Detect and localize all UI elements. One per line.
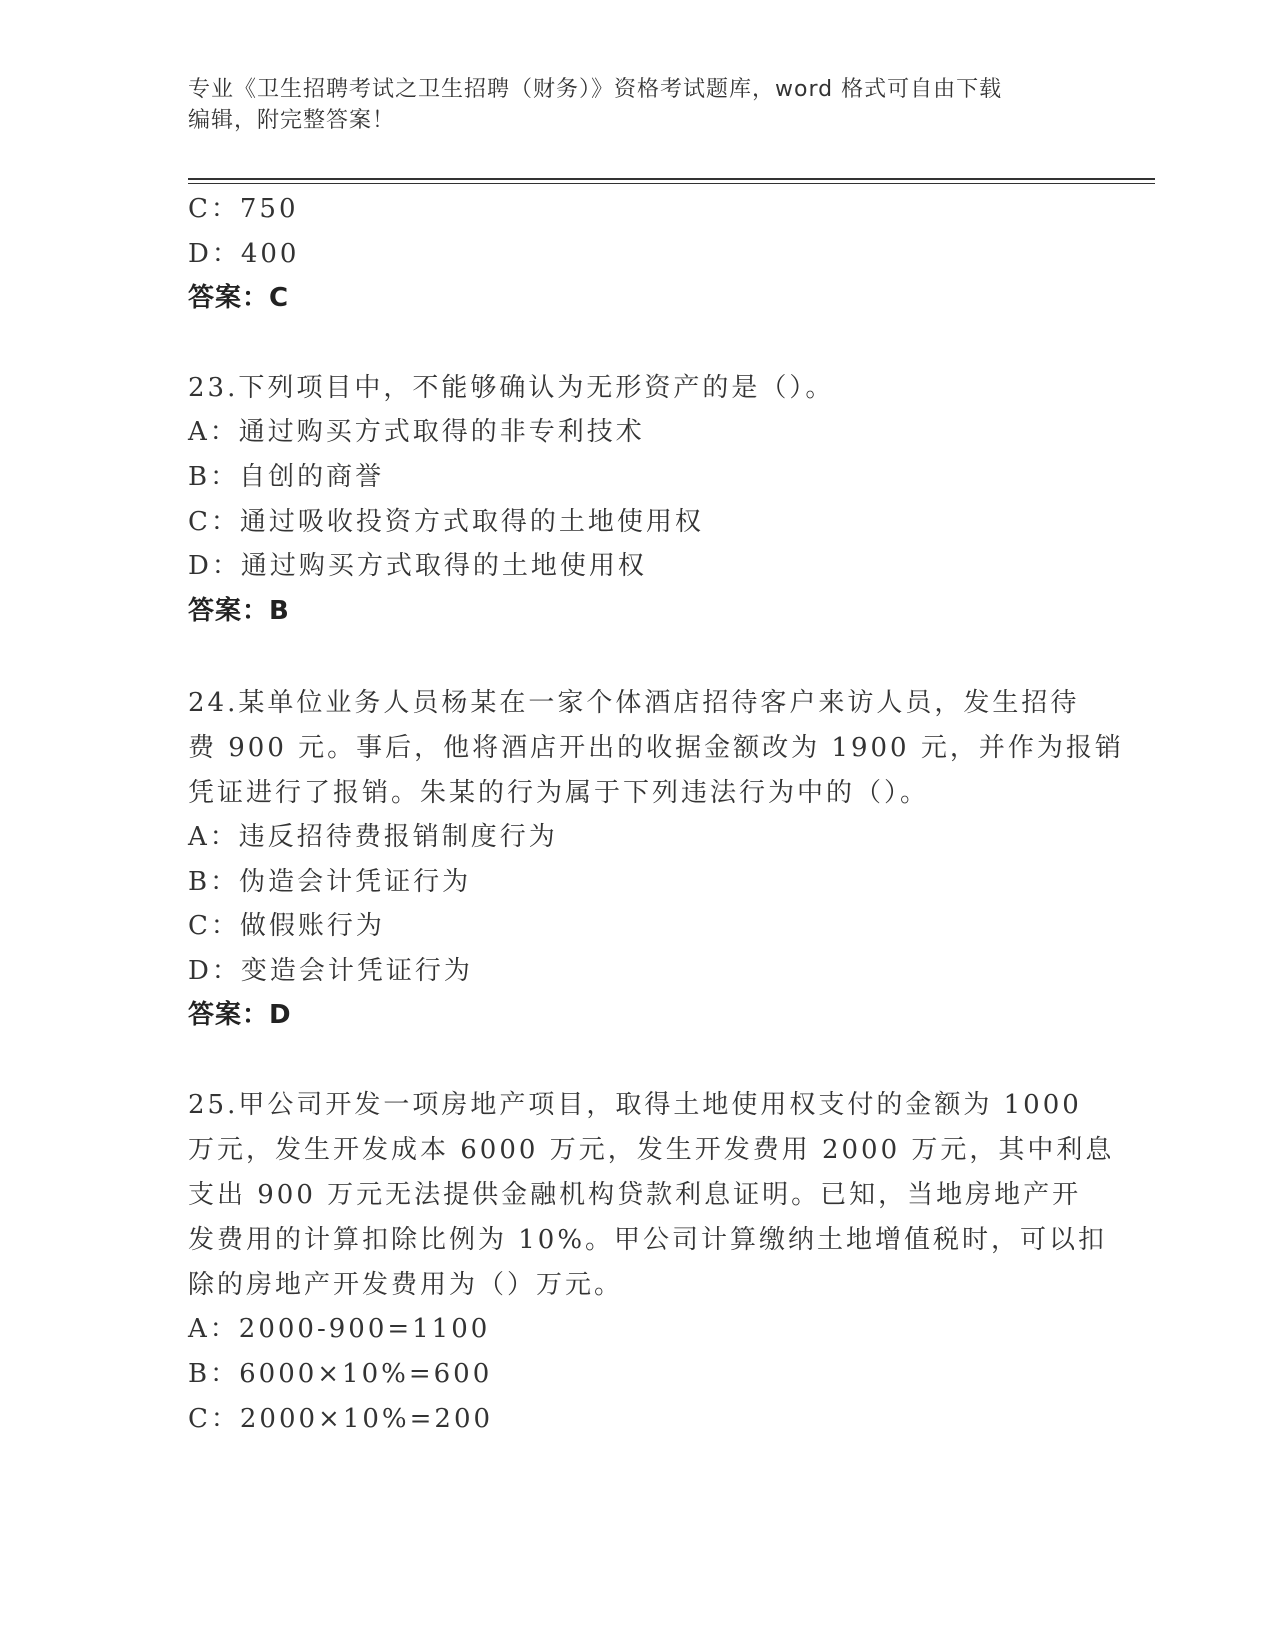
q23-stem: 23.下列项目中，不能够确认为无形资产的是（）。 <box>188 373 835 403</box>
q23-answer: 答案：B <box>188 596 290 626</box>
q24-stem-line-3: 凭证进行了报销。朱某的行为属于下列违法行为中的（）。 <box>188 778 930 808</box>
q24-stem-line-1: 24.某单位业务人员杨某在一家个体酒店招待客户来访人员，发生招待 <box>188 688 1080 718</box>
q22-option-d: D：400 <box>188 239 300 269</box>
header-line-1: 专业《卫生招聘考试之卫生招聘（财务）》资格考试题库，word 格式可自由下载 <box>188 77 1003 102</box>
q24-option-c: C：做假账行为 <box>188 911 385 941</box>
q23-option-b: B：自创的商誉 <box>188 462 385 492</box>
header-line-2: 编辑，附完整答案！ <box>188 108 396 133</box>
q25-stem-line-5: 除的房地产开发费用为（）万元。 <box>188 1270 624 1300</box>
q23-option-a: A：通过购买方式取得的非专利技术 <box>188 417 645 447</box>
q25-stem-line-3: 支出 900 万元无法提供金融机构贷款利息证明。已知，当地房地产开 <box>188 1180 1082 1210</box>
q22-answer: 答案：C <box>188 283 290 313</box>
header-rule-thin <box>188 183 1155 184</box>
q23-option-c: C：通过吸收投资方式取得的土地使用权 <box>188 507 704 537</box>
q24-option-d: D：变造会计凭证行为 <box>188 956 473 986</box>
q22-option-c: C：750 <box>188 194 299 224</box>
q24-option-a: A：违反招待费报销制度行为 <box>188 822 558 852</box>
q25-stem-line-1: 25.甲公司开发一项房地产项目，取得土地使用权支付的金额为 1000 <box>188 1090 1082 1120</box>
q25-option-a: A：2000-900=1100 <box>188 1314 491 1344</box>
q24-stem-line-2: 费 900 元。事后，他将酒店开出的收据金额改为 1900 元，并作为报销 <box>188 733 1124 763</box>
q25-stem-line-4: 发费用的计算扣除比例为 10%。甲公司计算缴纳土地增值税时，可以扣 <box>188 1225 1108 1255</box>
q25-stem-line-2: 万元，发生开发成本 6000 万元，发生开发费用 2000 万元，其中利息 <box>188 1135 1115 1165</box>
q23-option-d: D：通过购买方式取得的土地使用权 <box>188 551 647 581</box>
document-header <box>188 74 1088 136</box>
header-rule-thick <box>188 178 1155 180</box>
q25-option-c: C：2000×10%=200 <box>188 1404 494 1434</box>
q24-option-b: B：伪造会计凭证行为 <box>188 867 472 897</box>
q25-option-b: B：6000×10%=600 <box>188 1359 493 1389</box>
q24-answer: 答案：D <box>188 1000 292 1030</box>
